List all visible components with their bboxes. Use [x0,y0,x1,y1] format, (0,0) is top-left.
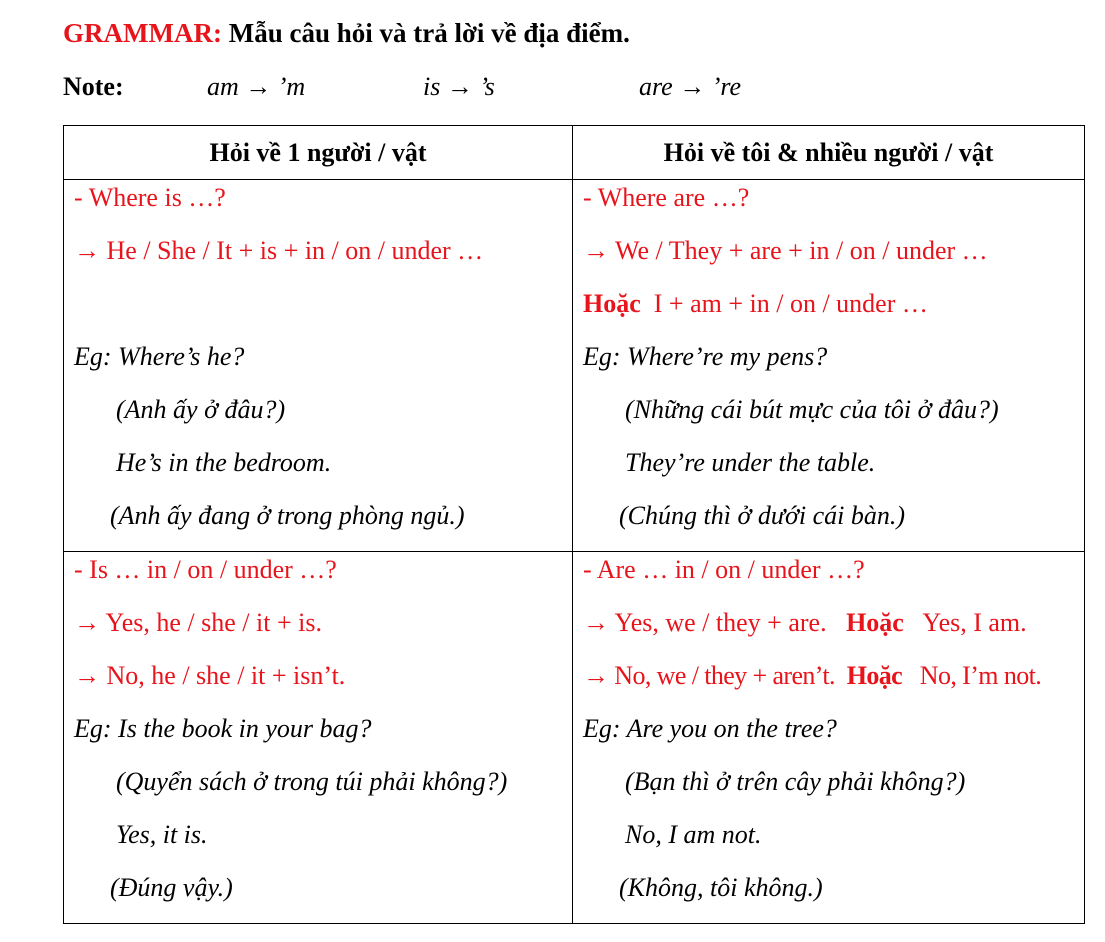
no-pattern-line [583,658,1084,711]
example-answer: Yes, it is. [116,820,208,849]
table-row [64,180,1085,552]
question-pattern: - Are … in / on / under …? [583,555,865,584]
question-pattern: - Where is …? [74,183,226,212]
example-answer: They’re under the table. [625,448,876,477]
note-label: Note: [63,72,124,101]
or-pattern: I + am + in / on / under … [653,289,928,318]
example-answer-translation: (Không, tôi không.) [619,873,823,902]
example-answer: He’s in the bedroom. [116,448,332,477]
page-title [63,18,630,49]
no-pattern: → No, we / they + aren’t. [583,661,835,690]
answer-pattern: → We / They + are + in / on / under … [583,236,988,265]
grammar-table [63,125,1085,924]
note-line [63,72,1063,106]
example-question: Eg: Where’s he? [74,342,245,371]
question-pattern: - Where are …? [583,183,750,212]
example-translation: (Bạn thì ở trên cây phải không?) [625,767,966,796]
example-answer-translation: (Anh ấy đang ở trong phòng ngủ.) [110,501,465,530]
yes-pattern: → Yes, he / she / it + is. [74,608,322,637]
note-item-are: are → ’re [639,72,742,101]
note-item-am: am → ’m [207,72,306,101]
example-answer: No, I am not. [625,820,762,849]
cell-where-is [64,180,573,552]
table-header-row [64,126,1085,180]
or-pattern: No, I’m not. [919,661,1042,690]
example-question: Eg: Are you on the tree? [583,714,837,743]
example-answer-translation: (Chúng thì ở dưới cái bàn.) [619,501,906,530]
alternative-answer [583,286,1084,339]
cell-where-are [573,180,1085,552]
or-label: Hoặc [846,661,903,690]
example-translation: (Quyển sách ở trong túi phải không?) [116,767,508,796]
example-translation: (Những cái bút mực của tôi ở đâu?) [625,395,999,424]
yes-pattern-line [583,605,1084,658]
or-pattern: Yes, I am. [922,608,1027,637]
header-plural: Hỏi về tôi & nhiều người / vật [573,126,1085,180]
or-label: Hoặc [583,289,641,318]
example-translation: (Anh ấy ở đâu?) [116,395,286,424]
header-single: Hỏi về 1 người / vật [64,126,573,180]
grammar-title-text: Mẫu câu hỏi và trả lời về địa điểm. [228,18,630,48]
example-question: Eg: Is the book in your bag? [74,714,372,743]
no-pattern: → No, he / she / it + isn’t. [74,661,346,690]
or-label: Hoặc [846,608,904,637]
empty-line [74,286,572,339]
example-answer-translation: (Đúng vậy.) [110,873,233,902]
note-item-is: is → ’s [423,72,495,101]
cell-is-in [64,552,573,924]
question-pattern: - Is … in / on / under …? [74,555,337,584]
answer-pattern: → He / She / It + is + in / on / under … [74,236,484,265]
table-row [64,552,1085,924]
example-question: Eg: Where’re my pens? [583,342,828,371]
yes-pattern: → Yes, we / they + are. [583,608,827,637]
cell-are-in [573,552,1085,924]
grammar-label: GRAMMAR: [63,18,222,48]
